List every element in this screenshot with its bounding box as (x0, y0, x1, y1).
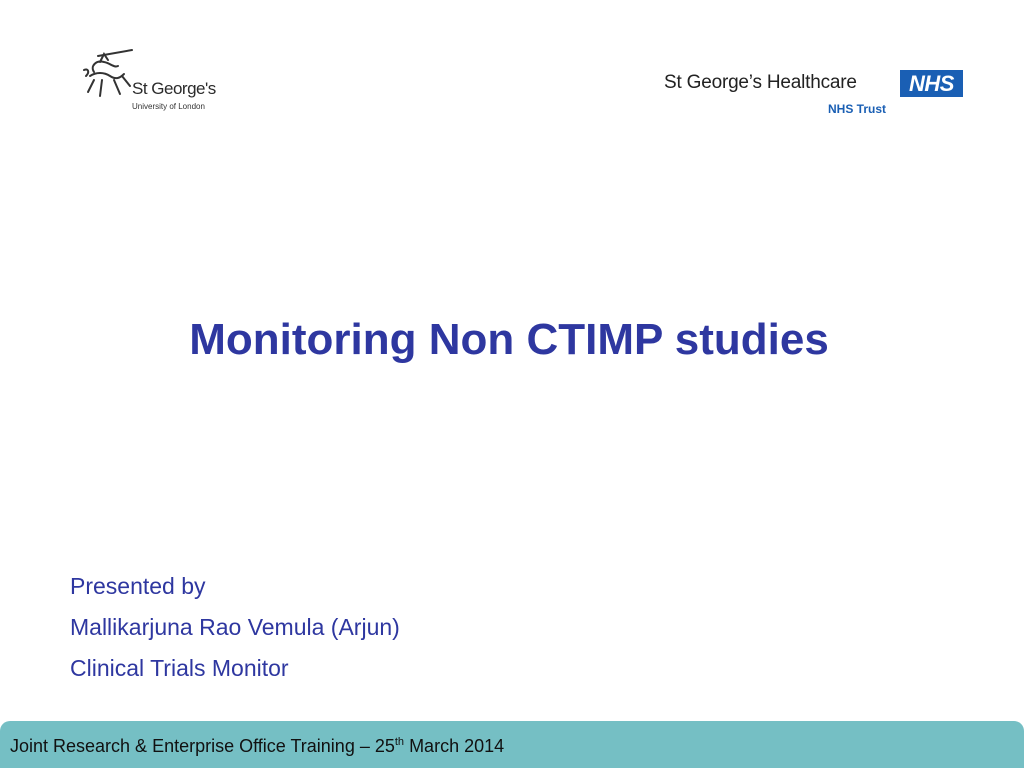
footer-band (0, 721, 1024, 768)
presenter-role: Clinical Trials Monitor (70, 655, 289, 681)
knight-on-horse-icon (80, 46, 136, 102)
footer-text-date: March 2014 (404, 736, 505, 756)
sgul-subtitle: University of London (132, 102, 205, 111)
trust-subtitle: NHS Trust (828, 102, 887, 116)
footer-text (10, 736, 504, 757)
sgul-logo (80, 46, 230, 121)
presenter-line: Presented by (70, 573, 206, 599)
nhs-trust-logo (664, 68, 964, 123)
footer-superscript: th (394, 736, 405, 748)
footer-text-main: Joint Research & Enterprise Office Training – 25 (10, 736, 395, 756)
presenter-block (70, 566, 400, 689)
trust-name: St George’s Healthcare (664, 72, 857, 93)
presenter-name: Mallikarjuna Rao Vemula (Arjun) (70, 614, 400, 640)
slide-title: Monitoring Non CTIMP studies (189, 315, 829, 364)
sgul-name: St George's (132, 79, 216, 98)
nhs-badge: NHS (900, 70, 963, 97)
